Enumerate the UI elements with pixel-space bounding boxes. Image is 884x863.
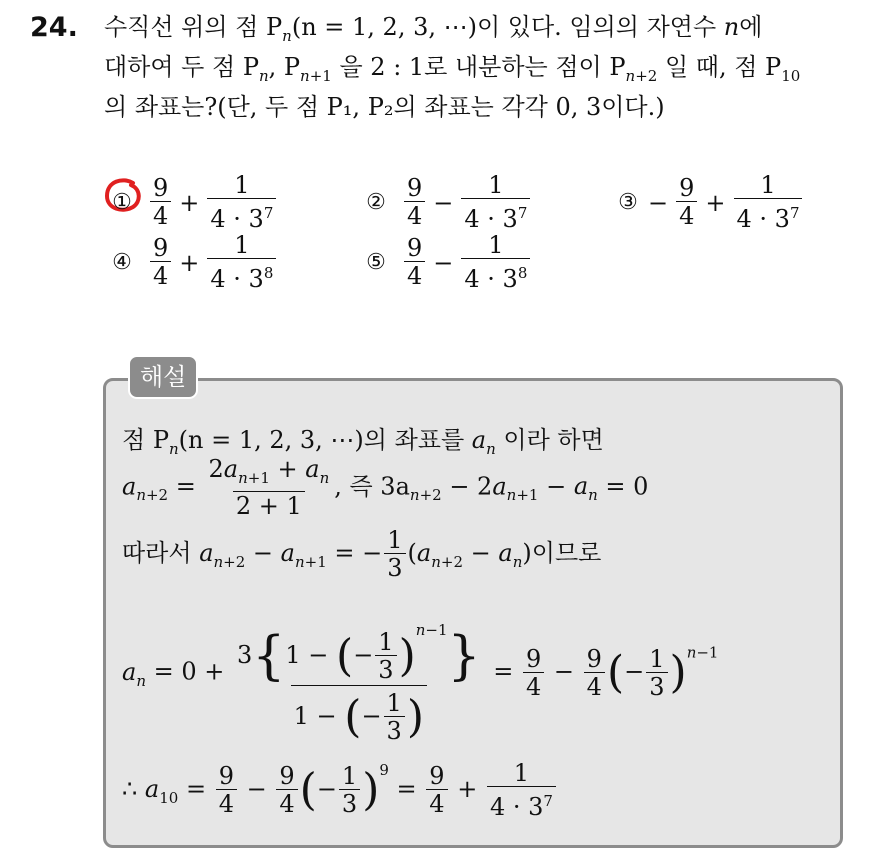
option-power: 7 [789, 204, 800, 222]
solution-line-5: ∴ $a_{10}$ = $\frac{9}{4}$ − $\frac{9}{4}$ (− $\frac{1}{3}$ )$^9$ = $\frac{9}{4}$ + $\frac{1}{4 \cdot 3^7}$ [122, 760, 558, 821]
option-operator: + [179, 188, 200, 217]
solution-line-1: 점 $P_n(n = 1$, 2, 3, ⋯)의 좌표를 $a_n$ 이라 하면 [122, 426, 604, 458]
option-power: 7 [517, 204, 528, 222]
solution-line-3: 따라서 $a_{n+2} - a_{n+1}$ = − $\frac{1}{3}$ $(a_{n+2} - a_n)$이므로 [122, 526, 602, 582]
option-3[interactable]: ③ − $\frac{9}{4}$ + $\frac{1}{4 \cdot 3^7}$ [614, 172, 804, 233]
option-label: ④ [112, 250, 132, 275]
option-label: ② [366, 190, 386, 215]
option-1[interactable]: ① $\frac{9}{4}$ + $\frac{1}{4 \cdot 3^7}$ [108, 172, 278, 233]
option-2[interactable]: ② $\frac{9}{4}$ − $\frac{1}{4 \cdot 3^7}$ [362, 172, 532, 233]
option-power: 7 [263, 204, 274, 222]
option-label: ⑤ [366, 250, 386, 275]
option-power: 8 [263, 264, 274, 282]
option-5[interactable]: ⑤ $\frac{9}{4}$ − $\frac{1}{4 \cdot 3^8}$ [362, 232, 532, 293]
option-power: 8 [517, 264, 528, 282]
option-operator: − [433, 188, 454, 217]
solution-line-4: $a_n = 0$ + 3{1 − (− $\frac{1}{3}$ )$^{n-1}$} 1 − (− $\frac{1}{3}$ ) = $\frac{9}{4}$ − $\frac{9}{4}$ (− $\frac{1}{3}$ )$^{n-1}$ [122, 621, 719, 745]
option-4[interactable]: ④ $\frac{9}{4}$ + $\frac{1}{4 \cdot 3^8}$ [108, 232, 278, 293]
solution-line-2: $a_{n+2}$ = $\frac{2a_{n+1} + a_n}{2 + 1}$ , 즉 $3a_{n+2} - 2a_{n+1} - a_n = 0$ [122, 455, 649, 520]
option-operator: + [705, 188, 726, 217]
option-operator: − [433, 248, 454, 277]
option-label: ③ [618, 190, 638, 215]
option-operator: + [179, 248, 200, 277]
question-line-2: 대하여 두 점 $P_n$, $P_{n+1}$ 을 2 : 1로 내분하는 점이 $P_{n+2}$ 일 때, 점 $P_{10}$ [104, 53, 801, 85]
question-line-3: 의 좌표는?(단, 두 점 P₁, P₂의 좌표는 각각 0, 3이다.) [104, 93, 665, 121]
solution-badge: 해설 [128, 355, 198, 399]
sequence-definition: (n = 1, 2, 3, ⋯) [291, 13, 477, 41]
question-number: 24. [30, 12, 78, 43]
question-line-1: 수직선 위의 점 $P_n(n = 1$, 2, 3, ⋯)이 있다. 임의의 자연수 n에 [104, 13, 763, 45]
option-sign: − [648, 188, 669, 217]
option-label: ① [112, 190, 132, 215]
